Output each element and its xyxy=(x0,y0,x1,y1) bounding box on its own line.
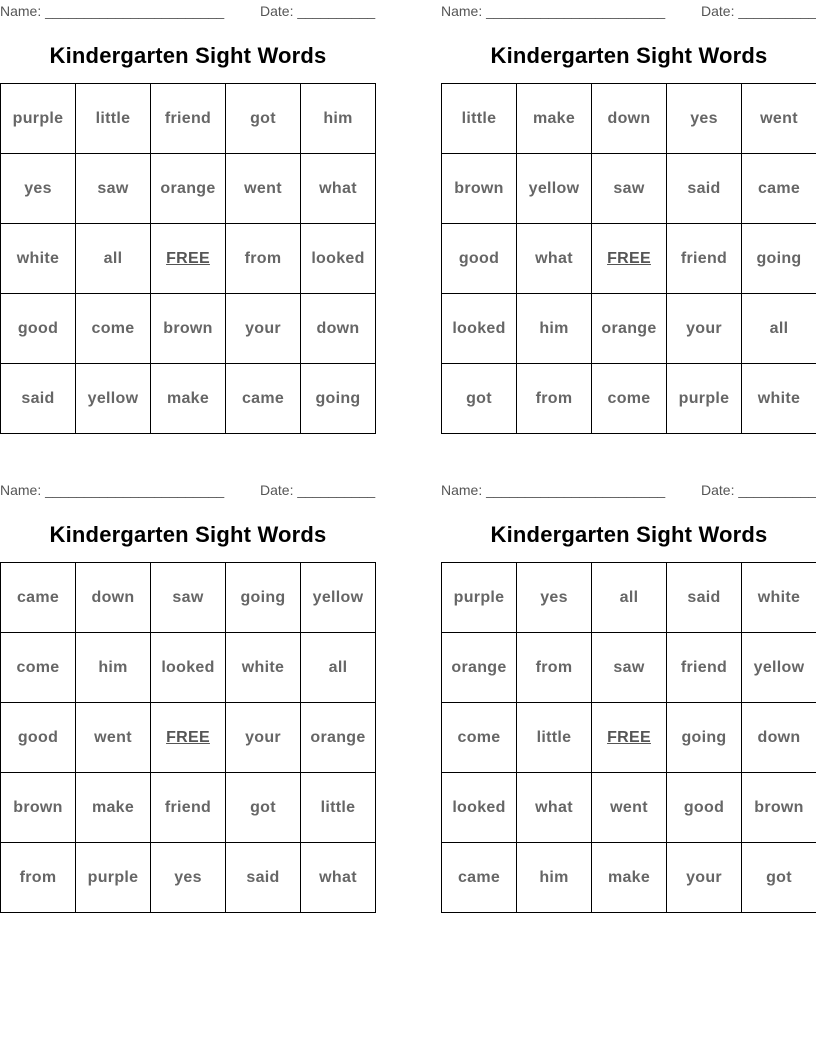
free-space: FREE xyxy=(592,703,667,773)
word-cell: make xyxy=(76,773,151,843)
word-cell: down xyxy=(76,563,151,633)
grid-row xyxy=(442,703,816,773)
word-cell: saw xyxy=(592,633,667,703)
word-cell: all xyxy=(742,294,816,364)
word-cell: going xyxy=(667,703,742,773)
word-cell: got xyxy=(226,84,301,154)
word-cell: orange xyxy=(592,294,667,364)
word-cell: came xyxy=(1,563,76,633)
word-cell: come xyxy=(76,294,151,364)
word-cell: saw xyxy=(76,154,151,224)
word-cell: your xyxy=(667,294,742,364)
word-cell: little xyxy=(301,773,376,843)
word-cell: looked xyxy=(442,773,517,843)
word-cell: came xyxy=(226,364,301,434)
grid-row xyxy=(1,703,376,773)
word-cell: yellow xyxy=(742,633,816,703)
word-cell: got xyxy=(226,773,301,843)
word-cell: purple xyxy=(1,84,76,154)
word-cell: brown xyxy=(1,773,76,843)
word-cell: yes xyxy=(1,154,76,224)
word-cell: him xyxy=(76,633,151,703)
word-cell: orange xyxy=(301,703,376,773)
word-cell: good xyxy=(442,224,517,294)
grid-row xyxy=(442,843,816,913)
grid-row xyxy=(442,84,816,154)
word-cell: all xyxy=(76,224,151,294)
grid-row xyxy=(442,154,816,224)
word-cell: good xyxy=(667,773,742,843)
word-cell: going xyxy=(742,224,816,294)
word-cell: said xyxy=(667,563,742,633)
word-cell: your xyxy=(226,294,301,364)
word-cell: went xyxy=(76,703,151,773)
word-cell: purple xyxy=(667,364,742,434)
word-cell: what xyxy=(301,843,376,913)
card-title: Kindergarten Sight Words xyxy=(490,522,768,547)
word-cell: from xyxy=(517,364,592,434)
word-cell: came xyxy=(442,843,517,913)
word-cell: saw xyxy=(151,563,226,633)
bingo-card xyxy=(0,0,376,436)
word-cell: white xyxy=(226,633,301,703)
date-field: Date: __________ xyxy=(701,3,816,19)
word-cell: good xyxy=(1,294,76,364)
word-cell: friend xyxy=(667,224,742,294)
card-title: Kindergarten Sight Words xyxy=(49,522,327,547)
word-cell: yellow xyxy=(76,364,151,434)
word-cell: from xyxy=(226,224,301,294)
word-cell: come xyxy=(592,364,667,434)
word-cell: come xyxy=(442,703,517,773)
grid-row xyxy=(1,773,376,843)
word-cell: looked xyxy=(301,224,376,294)
word-cell: went xyxy=(226,154,301,224)
word-cell: little xyxy=(76,84,151,154)
free-space: FREE xyxy=(151,224,226,294)
word-cell: brown xyxy=(442,154,517,224)
word-cell: friend xyxy=(151,84,226,154)
word-cell: yellow xyxy=(301,563,376,633)
free-space: FREE xyxy=(592,224,667,294)
word-cell: friend xyxy=(667,633,742,703)
name-date-line xyxy=(0,3,376,19)
word-cell: down xyxy=(301,294,376,364)
grid-row xyxy=(1,154,376,224)
word-cell: yes xyxy=(151,843,226,913)
grid-row xyxy=(1,633,376,703)
name-date-line xyxy=(0,482,376,498)
bingo-card xyxy=(441,479,816,915)
date-field: Date: __________ xyxy=(701,482,816,498)
grid-row xyxy=(442,224,816,294)
word-cell: him xyxy=(301,84,376,154)
word-cell: going xyxy=(301,364,376,434)
word-cell: went xyxy=(742,84,816,154)
grid-row xyxy=(1,364,376,434)
word-cell: purple xyxy=(442,563,517,633)
sight-word-grid xyxy=(0,562,376,913)
word-cell: friend xyxy=(151,773,226,843)
name-field: Name: _______________________ xyxy=(0,482,225,498)
name-date-line xyxy=(441,482,816,498)
word-cell: from xyxy=(1,843,76,913)
word-cell: your xyxy=(226,703,301,773)
sight-word-grid xyxy=(441,83,816,434)
word-cell: purple xyxy=(76,843,151,913)
word-cell: yes xyxy=(667,84,742,154)
date-field: Date: __________ xyxy=(260,3,376,19)
word-cell: got xyxy=(742,843,816,913)
word-cell: came xyxy=(742,154,816,224)
grid-row xyxy=(442,294,816,364)
word-cell: said xyxy=(1,364,76,434)
word-cell: said xyxy=(226,843,301,913)
word-cell: make xyxy=(151,364,226,434)
name-field: Name: _______________________ xyxy=(441,3,666,19)
word-cell: good xyxy=(1,703,76,773)
word-cell: white xyxy=(742,364,816,434)
grid-row xyxy=(442,364,816,434)
word-cell: what xyxy=(301,154,376,224)
word-cell: white xyxy=(1,224,76,294)
word-cell: brown xyxy=(742,773,816,843)
sight-word-grid xyxy=(441,562,816,913)
grid-row xyxy=(442,773,816,843)
word-cell: white xyxy=(742,563,816,633)
word-cell: got xyxy=(442,364,517,434)
word-cell: went xyxy=(592,773,667,843)
word-cell: looked xyxy=(442,294,517,364)
word-cell: down xyxy=(742,703,816,773)
bingo-card xyxy=(441,0,816,436)
word-cell: make xyxy=(517,84,592,154)
name-field: Name: _______________________ xyxy=(441,482,666,498)
grid-row xyxy=(1,294,376,364)
word-cell: come xyxy=(1,633,76,703)
word-cell: orange xyxy=(151,154,226,224)
sight-word-grid xyxy=(0,83,376,434)
word-cell: going xyxy=(226,563,301,633)
word-cell: all xyxy=(301,633,376,703)
word-cell: him xyxy=(517,843,592,913)
word-cell: orange xyxy=(442,633,517,703)
word-cell: yes xyxy=(517,563,592,633)
word-cell: what xyxy=(517,773,592,843)
word-cell: brown xyxy=(151,294,226,364)
word-cell: saw xyxy=(592,154,667,224)
grid-row xyxy=(442,633,816,703)
word-cell: little xyxy=(442,84,517,154)
word-cell: what xyxy=(517,224,592,294)
grid-row xyxy=(1,84,376,154)
word-cell: from xyxy=(517,633,592,703)
grid-row xyxy=(1,224,376,294)
free-space: FREE xyxy=(151,703,226,773)
word-cell: all xyxy=(592,563,667,633)
word-cell: down xyxy=(592,84,667,154)
word-cell: little xyxy=(517,703,592,773)
word-cell: make xyxy=(592,843,667,913)
word-cell: looked xyxy=(151,633,226,703)
word-cell: him xyxy=(517,294,592,364)
grid-row xyxy=(1,563,376,633)
name-field: Name: _______________________ xyxy=(0,3,225,19)
card-title: Kindergarten Sight Words xyxy=(49,43,327,68)
date-field: Date: __________ xyxy=(260,482,376,498)
word-cell: yellow xyxy=(517,154,592,224)
name-date-line xyxy=(441,3,816,19)
bingo-card xyxy=(0,479,376,915)
card-title: Kindergarten Sight Words xyxy=(490,43,768,68)
word-cell: said xyxy=(667,154,742,224)
grid-row xyxy=(442,563,816,633)
grid-row xyxy=(1,843,376,913)
word-cell: your xyxy=(667,843,742,913)
